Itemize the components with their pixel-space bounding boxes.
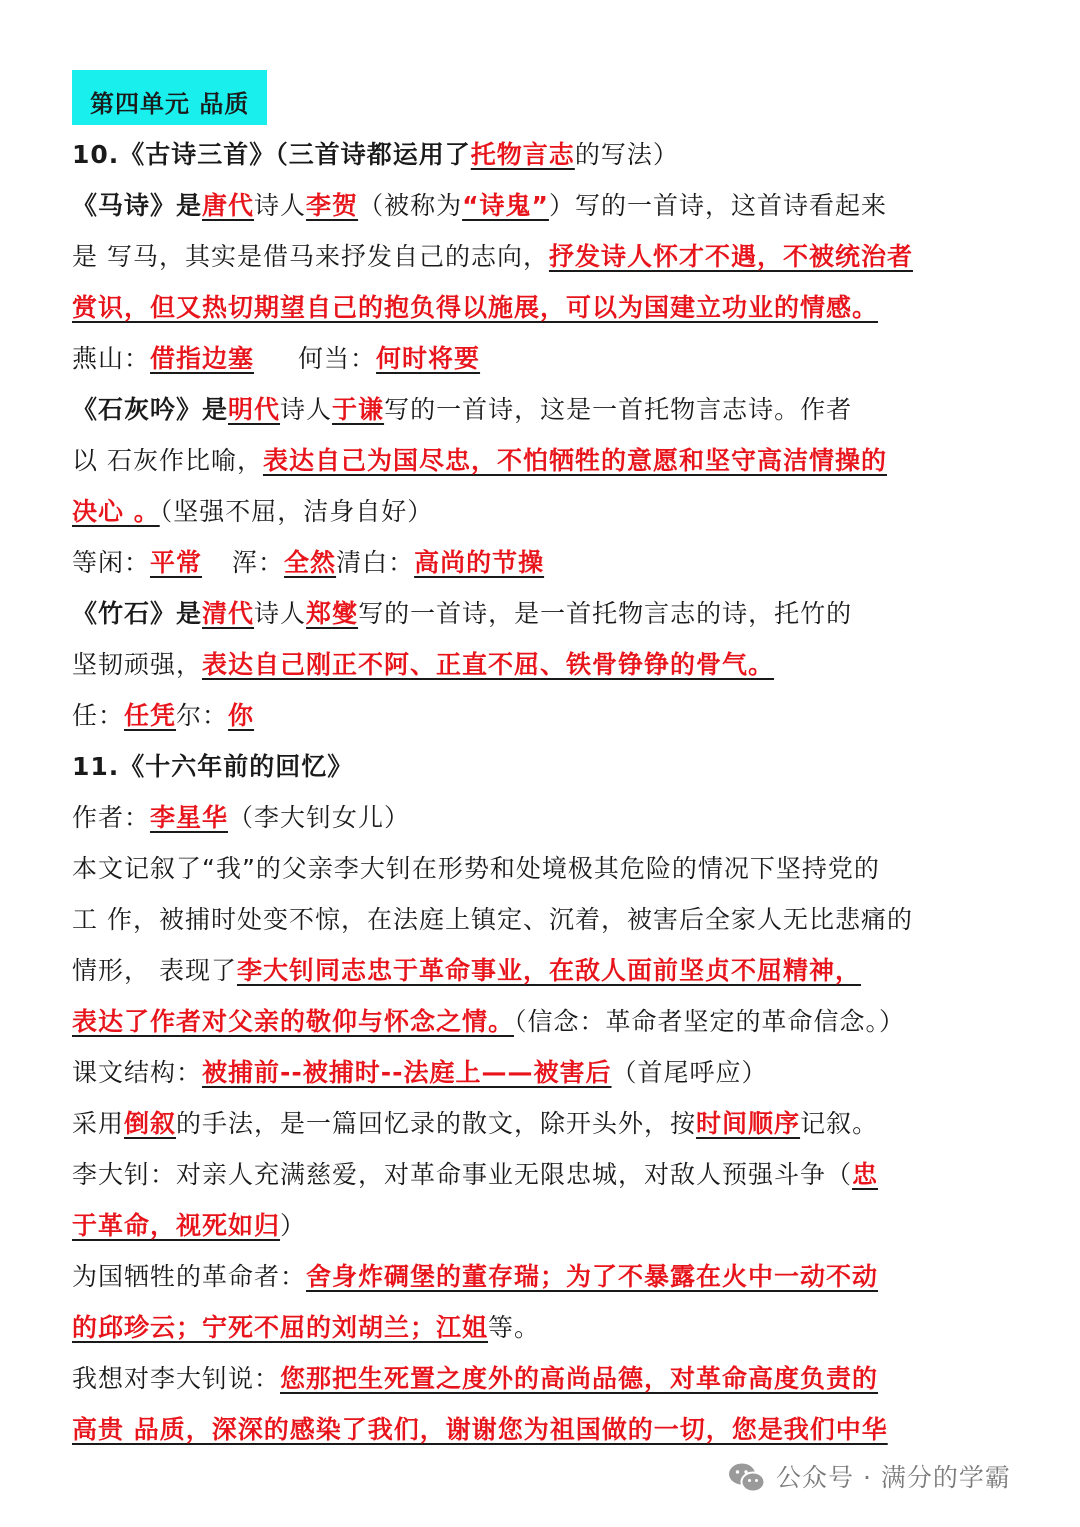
text-line: 的邱珍云；宁死不屈的刘胡兰；江姐等。: [72, 1313, 541, 1342]
text-line: 工 作，被捕时处变不惊，在法庭上镇定、沉着，被害后全家人无比悲痛的: [72, 905, 913, 934]
text-line: 作者：李星华（李大钊女儿）: [72, 803, 411, 832]
answer: 李星华: [150, 803, 229, 832]
text-line: 是 写马，其实是借马来抒发自己的志向，抒发诗人怀才不遇，不被统治者: [72, 242, 913, 271]
text-line: 于革命，视死如归）: [72, 1211, 307, 1240]
answer: 抒发诗人怀才不遇，不被统治者: [548, 242, 913, 271]
answer: 时间顺序: [696, 1109, 801, 1138]
answer: 借指边塞: [150, 344, 255, 373]
watermark-text: 公众号 · 满分的学霸: [776, 1463, 1011, 1492]
text-line: 以 石灰作比喻，表达自己为国尽忠，不怕牺牲的意愿和坚守高洁情操的: [72, 446, 887, 475]
answer: 平常: [150, 548, 203, 577]
text-line: 10.《古诗三首》（三首诗都运用了托物言志的写法）: [72, 140, 679, 169]
wechat-icon: [728, 1462, 766, 1494]
text-line: 采用倒叙的手法，是一篇回忆录的散文，除开头外，按时间顺序记叙。: [72, 1109, 879, 1138]
answer: 表达了作者对父亲的敬仰与怀念之情。: [72, 1007, 515, 1036]
answer: 被捕前--被捕时--法庭上——被害后: [202, 1058, 612, 1087]
answer: 李贺: [306, 191, 359, 220]
answer: 决心 。: [72, 497, 160, 526]
answer: “诗鬼”: [462, 191, 549, 220]
watermark: [728, 1458, 1011, 1498]
answer: 忠: [852, 1160, 879, 1189]
text-line: 表达了作者对父亲的敬仰与怀念之情。（信念：革命者坚定的革命信念。）: [72, 1007, 906, 1036]
unit-title: 第四单元 品质: [72, 70, 267, 125]
answer: 托物言志: [470, 140, 575, 169]
answer: 清代: [202, 599, 255, 628]
text-line: 《马诗》是唐代诗人李贺（被称为“诗鬼”）写的一首诗，这首诗看起来: [72, 191, 887, 220]
answer: 李大钊同志忠于革命事业，在敌人面前坚贞不屈精神，: [236, 956, 861, 985]
answer: 高贵 品质，深深的感染了我们，谢谢您为祖国做的一切，您是我们中华: [72, 1415, 888, 1444]
document-page: [72, 70, 1032, 1455]
answer: 高尚的节操: [414, 548, 545, 577]
answer: 明代: [228, 395, 281, 424]
answer: 的邱珍云；宁死不屈的刘胡兰；江姐: [72, 1313, 489, 1342]
answer: 表达自己为国尽忠，不怕牺牲的意愿和坚守高洁情操的: [262, 446, 887, 475]
text-line: 任：任凭尔：你: [72, 701, 255, 730]
text-line: 为国牺牲的革命者：舍身炸碉堡的董存瑞；为了不暴露在火中一动不动: [72, 1262, 879, 1291]
answer: 舍身炸碉堡的董存瑞；为了不暴露在火中一动不动: [306, 1262, 879, 1291]
answer: 于革命，视死如归: [72, 1211, 281, 1240]
answer: 赏识，但又热切期望自己的抱负得以施展，可以为国建立功业的情感。: [72, 293, 879, 322]
text-line: [72, 1404, 1032, 1455]
text-line: 决心 。（坚强不屈，洁身自好）: [72, 497, 434, 526]
text-line: 我想对李大钊说：您那把生死置之度外的高尚品德，对革命高度负责的: [72, 1364, 879, 1393]
answer: 倒叙: [124, 1109, 177, 1138]
text-line: 课文结构：被捕前--被捕时--法庭上——被害后（首尾呼应）: [72, 1058, 768, 1087]
text-line: 坚韧顽强，表达自己刚正不阿、正直不屈、铁骨铮铮的骨气。: [72, 650, 775, 679]
answer: 你: [228, 701, 255, 730]
text-line: 李大钊：对亲人充满慈爱，对革命事业无限忠城，对敌人预强斗争（忠: [72, 1160, 879, 1189]
answer: 于谦: [332, 395, 385, 424]
text-line: 《竹石》是清代诗人郑燮写的一首诗，是一首托物言志的诗，托竹的: [72, 599, 853, 628]
text-line: [72, 282, 1032, 333]
answer: 郑燮: [306, 599, 359, 628]
answer: 何时将要: [376, 344, 481, 373]
answer: 您那把生死置之度外的高尚品德，对革命高度负责的: [280, 1364, 879, 1393]
text-line: 情形， 表现了李大钊同志忠于革命事业，在敌人面前坚贞不屈精神，: [72, 956, 861, 985]
answer: 任凭: [124, 701, 177, 730]
text-line: 等闲：平常 浑：全然清白：高尚的节操: [72, 548, 545, 577]
answer: 唐代: [202, 191, 255, 220]
text-line: 燕山：借指边塞 何当：何时将要: [72, 344, 481, 373]
answer: 表达自己刚正不阿、正直不屈、铁骨铮铮的骨气。: [202, 650, 775, 679]
answer: 全然: [284, 548, 337, 577]
text-line: 本文记叙了“我”的父亲李大钊在形势和处境极其危险的情况下坚持党的: [72, 854, 880, 883]
section-heading: 11.《十六年前的回忆》: [72, 752, 354, 781]
text-line: 《石灰吟》是明代诗人于谦写的一首诗，这是一首托物言志诗。作者: [72, 395, 853, 424]
